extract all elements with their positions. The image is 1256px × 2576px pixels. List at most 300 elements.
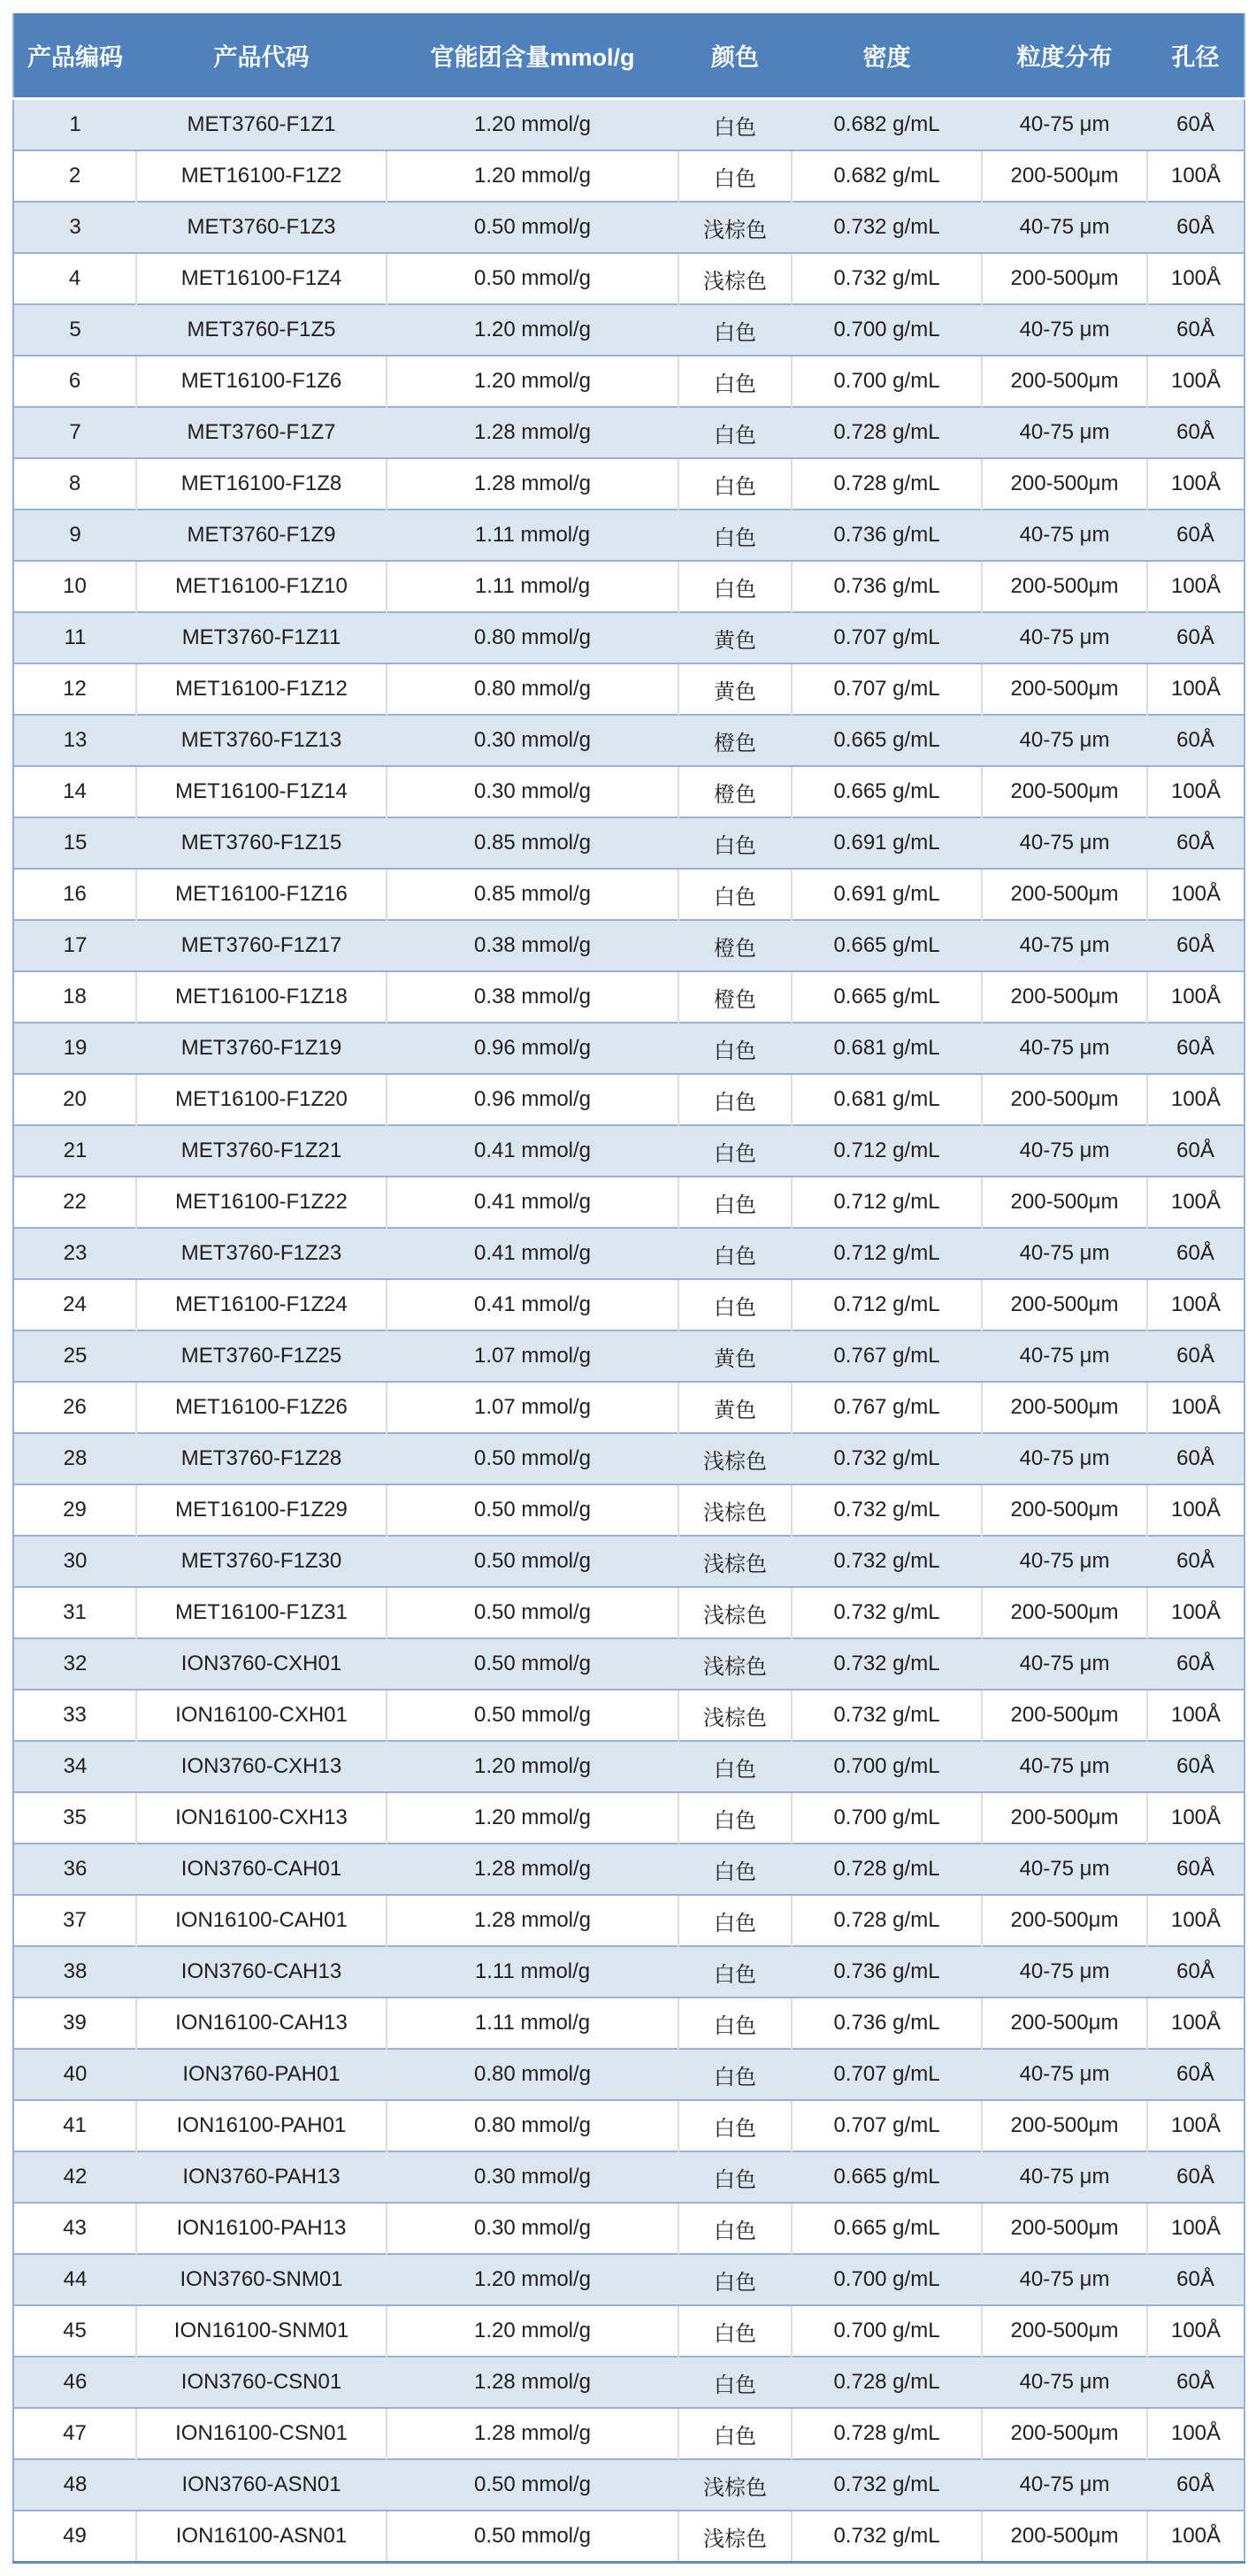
cell-fg-content: 0.50 mmol/g [387,1638,678,1690]
cell-pore-size: 60Å [1147,1433,1245,1484]
table-row [13,561,1245,612]
header-row [13,13,1245,99]
col-header-particle-size: 粒度分布 [982,13,1147,99]
table-row [13,202,1245,253]
cell-product-code: MET16100-F1Z20 [136,1074,387,1125]
table-row [13,510,1245,561]
cell-product-code: MET3760-F1Z21 [136,1125,387,1177]
table-row [13,2100,1245,2151]
cell-density: 0.707 g/mL [792,2100,982,2151]
cell-fg-content: 1.28 mmol/g [387,2408,678,2459]
cell-product-code: ION3760-PAH13 [136,2151,387,2203]
cell-pore-size: 60Å [1147,920,1245,971]
col-header-pore-size: 孔径 [1147,13,1245,99]
cell-product-id: 7 [13,407,136,458]
cell-particle-size: 40-75 μm [982,2049,1147,2100]
cell-pore-size: 100Å [1147,766,1245,817]
cell-fg-content: 0.30 mmol/g [387,715,678,766]
cell-product-id: 12 [13,663,136,715]
cell-pore-size: 100Å [1147,458,1245,510]
cell-density: 0.700 g/mL [792,1792,982,1844]
cell-particle-size: 200-500μm [982,2203,1147,2254]
cell-pore-size: 60Å [1147,1536,1245,1587]
cell-product-id: 14 [13,766,136,817]
cell-product-id: 24 [13,1279,136,1330]
cell-particle-size: 40-75 μm [982,2151,1147,2203]
cell-fg-content: 0.85 mmol/g [387,817,678,869]
cell-color: 黄色 [678,663,792,715]
cell-fg-content: 1.11 mmol/g [387,510,678,561]
cell-density: 0.732 g/mL [792,1536,982,1587]
cell-product-id: 36 [13,1844,136,1895]
table-row [13,1279,1245,1330]
cell-particle-size: 200-500μm [982,150,1147,202]
table-row [13,1125,1245,1177]
table-row [13,1587,1245,1638]
cell-product-id: 42 [13,2151,136,2203]
cell-product-id: 31 [13,1587,136,1638]
cell-product-id: 17 [13,920,136,971]
cell-fg-content: 1.20 mmol/g [387,304,678,356]
cell-pore-size: 100Å [1147,1997,1245,2049]
cell-density: 0.707 g/mL [792,2049,982,2100]
cell-color: 白色 [678,1177,792,1228]
cell-product-code: MET3760-F1Z19 [136,1023,387,1074]
cell-color: 白色 [678,1279,792,1330]
cell-fg-content: 0.80 mmol/g [387,663,678,715]
cell-fg-content: 1.28 mmol/g [387,1844,678,1895]
cell-color: 橙色 [678,766,792,817]
cell-pore-size: 100Å [1147,663,1245,715]
cell-pore-size: 60Å [1147,2357,1245,2408]
cell-product-id: 19 [13,1023,136,1074]
cell-particle-size: 200-500μm [982,2305,1147,2357]
cell-product-id: 9 [13,510,136,561]
cell-particle-size: 200-500μm [982,869,1147,920]
cell-product-id: 32 [13,1638,136,1690]
cell-product-code: MET3760-F1Z7 [136,407,387,458]
cell-pore-size: 100Å [1147,1690,1245,1741]
cell-pore-size: 60Å [1147,407,1245,458]
cell-product-id: 40 [13,2049,136,2100]
cell-particle-size: 40-75 μm [982,817,1147,869]
cell-product-code: ION3760-CXH01 [136,1638,387,1690]
cell-product-code: MET3760-F1Z15 [136,817,387,869]
cell-product-id: 18 [13,971,136,1023]
cell-density: 0.665 g/mL [792,766,982,817]
cell-product-code: MET16100-F1Z12 [136,663,387,715]
cell-fg-content: 0.50 mmol/g [387,2459,678,2511]
cell-color: 白色 [678,2254,792,2305]
cell-color: 白色 [678,1844,792,1895]
cell-particle-size: 200-500μm [982,1690,1147,1741]
cell-product-code: MET3760-F1Z23 [136,1228,387,1279]
cell-pore-size: 100Å [1147,1279,1245,1330]
cell-density: 0.728 g/mL [792,407,982,458]
cell-fg-content: 1.11 mmol/g [387,1946,678,1997]
col-header-color: 颜色 [678,13,792,99]
table-row [13,407,1245,458]
cell-product-code: MET3760-F1Z9 [136,510,387,561]
cell-color: 浅棕色 [678,2459,792,2511]
cell-fg-content: 0.38 mmol/g [387,971,678,1023]
cell-pore-size: 100Å [1147,561,1245,612]
cell-particle-size: 40-75 μm [982,2254,1147,2305]
cell-density: 0.665 g/mL [792,715,982,766]
cell-particle-size: 200-500μm [982,1895,1147,1946]
cell-density: 0.707 g/mL [792,663,982,715]
cell-density: 0.732 g/mL [792,2459,982,2511]
cell-pore-size: 60Å [1147,2459,1245,2511]
cell-pore-size: 100Å [1147,2511,1245,2563]
cell-product-code: ION16100-CXH13 [136,1792,387,1844]
cell-density: 0.682 g/mL [792,150,982,202]
cell-density: 0.728 g/mL [792,1844,982,1895]
cell-color: 白色 [678,817,792,869]
cell-density: 0.732 g/mL [792,253,982,304]
table-row [13,1690,1245,1741]
cell-density: 0.700 g/mL [792,356,982,407]
cell-product-code: MET16100-F1Z31 [136,1587,387,1638]
cell-color: 白色 [678,1741,792,1792]
cell-product-code: ION3760-CXH13 [136,1741,387,1792]
cell-pore-size: 100Å [1147,1792,1245,1844]
cell-pore-size: 60Å [1147,1946,1245,1997]
cell-fg-content: 1.28 mmol/g [387,2357,678,2408]
cell-color: 白色 [678,561,792,612]
cell-density: 0.665 g/mL [792,920,982,971]
cell-pore-size: 100Å [1147,356,1245,407]
cell-product-code: MET16100-F1Z22 [136,1177,387,1228]
cell-density: 0.681 g/mL [792,1074,982,1125]
cell-density: 0.732 g/mL [792,1690,982,1741]
cell-fg-content: 0.96 mmol/g [387,1074,678,1125]
cell-product-code: ION16100-PAH13 [136,2203,387,2254]
cell-pore-size: 100Å [1147,2100,1245,2151]
cell-particle-size: 40-75 μm [982,407,1147,458]
cell-product-code: MET16100-F1Z8 [136,458,387,510]
cell-product-code: MET3760-F1Z28 [136,1433,387,1484]
cell-color: 白色 [678,407,792,458]
cell-density: 0.712 g/mL [792,1177,982,1228]
table-row [13,2511,1245,2563]
cell-fg-content: 0.80 mmol/g [387,2049,678,2100]
cell-color: 黄色 [678,612,792,663]
cell-fg-content: 0.80 mmol/g [387,612,678,663]
cell-particle-size: 200-500μm [982,1792,1147,1844]
cell-color: 黄色 [678,1330,792,1382]
cell-product-code: MET3760-F1Z30 [136,1536,387,1587]
cell-product-code: ION3760-CSN01 [136,2357,387,2408]
cell-density: 0.728 g/mL [792,458,982,510]
cell-product-id: 2 [13,150,136,202]
cell-product-id: 13 [13,715,136,766]
cell-fg-content: 1.20 mmol/g [387,356,678,407]
cell-pore-size: 100Å [1147,1382,1245,1433]
cell-particle-size: 200-500μm [982,253,1147,304]
cell-particle-size: 40-75 μm [982,2357,1147,2408]
table-row [13,356,1245,407]
cell-particle-size: 40-75 μm [982,1536,1147,1587]
cell-particle-size: 40-75 μm [982,1228,1147,1279]
table-row [13,1792,1245,1844]
cell-fg-content: 0.50 mmol/g [387,2511,678,2563]
cell-product-id: 5 [13,304,136,356]
cell-density: 0.682 g/mL [792,99,982,151]
cell-pore-size: 100Å [1147,1895,1245,1946]
cell-pore-size: 60Å [1147,1330,1245,1382]
cell-particle-size: 200-500μm [982,1587,1147,1638]
cell-color: 白色 [678,1023,792,1074]
table-row [13,1433,1245,1484]
cell-fg-content: 0.30 mmol/g [387,2203,678,2254]
cell-product-id: 29 [13,1484,136,1536]
cell-particle-size: 200-500μm [982,2511,1147,2563]
table-row [13,2357,1245,2408]
cell-fg-content: 1.11 mmol/g [387,1997,678,2049]
cell-pore-size: 60Å [1147,817,1245,869]
cell-particle-size: 200-500μm [982,766,1147,817]
table-row [13,1074,1245,1125]
table-row [13,715,1245,766]
cell-density: 0.767 g/mL [792,1382,982,1433]
cell-color: 浅棕色 [678,202,792,253]
cell-particle-size: 40-75 μm [982,1433,1147,1484]
cell-color: 白色 [678,1792,792,1844]
cell-color: 浅棕色 [678,1536,792,1587]
cell-particle-size: 200-500μm [982,1484,1147,1536]
cell-particle-size: 200-500μm [982,1279,1147,1330]
cell-product-code: MET16100-F1Z4 [136,253,387,304]
cell-color: 白色 [678,2151,792,2203]
cell-product-id: 38 [13,1946,136,1997]
cell-fg-content: 0.41 mmol/g [387,1177,678,1228]
cell-density: 0.732 g/mL [792,202,982,253]
cell-product-id: 22 [13,1177,136,1228]
cell-particle-size: 200-500μm [982,1177,1147,1228]
cell-density: 0.712 g/mL [792,1125,982,1177]
cell-particle-size: 40-75 μm [982,304,1147,356]
cell-particle-size: 200-500μm [982,971,1147,1023]
cell-color: 浅棕色 [678,1433,792,1484]
table-row [13,817,1245,869]
table-row [13,1177,1245,1228]
table-row [13,1946,1245,1997]
cell-density: 0.728 g/mL [792,2357,982,2408]
cell-product-id: 11 [13,612,136,663]
cell-product-id: 45 [13,2305,136,2357]
cell-density: 0.712 g/mL [792,1228,982,1279]
cell-color: 白色 [678,99,792,151]
cell-density: 0.700 g/mL [792,2254,982,2305]
cell-product-id: 3 [13,202,136,253]
cell-fg-content: 0.30 mmol/g [387,2151,678,2203]
cell-fg-content: 0.80 mmol/g [387,2100,678,2151]
table-row [13,1844,1245,1895]
cell-color: 白色 [678,1228,792,1279]
cell-color: 白色 [678,2049,792,2100]
product-spec-table [12,13,1245,2564]
cell-color: 白色 [678,458,792,510]
cell-particle-size: 40-75 μm [982,1023,1147,1074]
cell-color: 白色 [678,510,792,561]
cell-fg-content: 0.50 mmol/g [387,1433,678,1484]
cell-pore-size: 60Å [1147,612,1245,663]
cell-pore-size: 100Å [1147,2408,1245,2459]
cell-density: 0.712 g/mL [792,1279,982,1330]
cell-pore-size: 60Å [1147,1741,1245,1792]
col-header-product-code: 产品代码 [136,13,387,99]
cell-fg-content: 1.07 mmol/g [387,1382,678,1433]
cell-color: 浅棕色 [678,2511,792,2563]
cell-product-code: ION16100-PAH01 [136,2100,387,2151]
cell-color: 白色 [678,869,792,920]
table-row [13,150,1245,202]
cell-pore-size: 60Å [1147,1125,1245,1177]
cell-product-id: 33 [13,1690,136,1741]
cell-density: 0.736 g/mL [792,561,982,612]
cell-color: 浅棕色 [678,1484,792,1536]
cell-product-code: ION3760-PAH01 [136,2049,387,2100]
table-row [13,304,1245,356]
cell-color: 黄色 [678,1382,792,1433]
cell-pore-size: 60Å [1147,1228,1245,1279]
cell-color: 白色 [678,356,792,407]
cell-pore-size: 60Å [1147,2151,1245,2203]
cell-product-code: MET3760-F1Z25 [136,1330,387,1382]
cell-pore-size: 60Å [1147,715,1245,766]
cell-product-id: 44 [13,2254,136,2305]
cell-color: 白色 [678,1997,792,2049]
cell-particle-size: 200-500μm [982,561,1147,612]
cell-density: 0.681 g/mL [792,1023,982,1074]
cell-color: 白色 [678,304,792,356]
cell-particle-size: 40-75 μm [982,1330,1147,1382]
cell-product-id: 25 [13,1330,136,1382]
cell-product-id: 30 [13,1536,136,1587]
cell-product-code: ION16100-ASN01 [136,2511,387,2563]
cell-color: 白色 [678,1895,792,1946]
cell-pore-size: 100Å [1147,1484,1245,1536]
cell-density: 0.728 g/mL [792,1895,982,1946]
cell-color: 白色 [678,2408,792,2459]
cell-product-code: MET16100-F1Z14 [136,766,387,817]
cell-product-code: MET3760-F1Z5 [136,304,387,356]
cell-product-code: MET3760-F1Z17 [136,920,387,971]
cell-pore-size: 100Å [1147,2203,1245,2254]
cell-pore-size: 60Å [1147,304,1245,356]
table-row [13,1382,1245,1433]
table-row [13,99,1245,151]
cell-color: 浅棕色 [678,1690,792,1741]
cell-product-id: 47 [13,2408,136,2459]
cell-fg-content: 1.20 mmol/g [387,2254,678,2305]
cell-product-code: MET16100-F1Z2 [136,150,387,202]
cell-product-id: 15 [13,817,136,869]
cell-product-id: 26 [13,1382,136,1433]
cell-product-id: 46 [13,2357,136,2408]
table-row [13,869,1245,920]
cell-product-id: 1 [13,99,136,151]
cell-particle-size: 200-500μm [982,1997,1147,2049]
table-row [13,2305,1245,2357]
cell-pore-size: 100Å [1147,150,1245,202]
cell-pore-size: 60Å [1147,510,1245,561]
cell-particle-size: 40-75 μm [982,1946,1147,1997]
cell-density: 0.700 g/mL [792,1741,982,1792]
table-row [13,2203,1245,2254]
cell-color: 白色 [678,1074,792,1125]
cell-pore-size: 60Å [1147,2254,1245,2305]
table-row [13,920,1245,971]
cell-fg-content: 0.50 mmol/g [387,202,678,253]
cell-product-id: 8 [13,458,136,510]
cell-density: 0.732 g/mL [792,1638,982,1690]
cell-particle-size: 40-75 μm [982,920,1147,971]
cell-fg-content: 0.30 mmol/g [387,766,678,817]
cell-particle-size: 40-75 μm [982,202,1147,253]
cell-fg-content: 1.20 mmol/g [387,2305,678,2357]
cell-product-id: 35 [13,1792,136,1844]
cell-fg-content: 1.20 mmol/g [387,99,678,151]
cell-product-code: MET16100-F1Z29 [136,1484,387,1536]
table-row [13,1023,1245,1074]
cell-product-code: MET16100-F1Z16 [136,869,387,920]
cell-density: 0.732 g/mL [792,1484,982,1536]
table-row [13,2459,1245,2511]
cell-pore-size: 100Å [1147,971,1245,1023]
cell-product-id: 16 [13,869,136,920]
cell-particle-size: 40-75 μm [982,1638,1147,1690]
cell-fg-content: 0.50 mmol/g [387,1587,678,1638]
cell-density: 0.691 g/mL [792,869,982,920]
table-row [13,2151,1245,2203]
cell-fg-content: 0.41 mmol/g [387,1279,678,1330]
cell-fg-content: 0.41 mmol/g [387,1228,678,1279]
cell-product-id: 43 [13,2203,136,2254]
cell-fg-content: 0.85 mmol/g [387,869,678,920]
cell-particle-size: 40-75 μm [982,1125,1147,1177]
table-body [13,99,1245,2563]
table-row [13,1330,1245,1382]
cell-product-code: ION3760-CAH01 [136,1844,387,1895]
cell-color: 白色 [678,1125,792,1177]
cell-fg-content: 1.20 mmol/g [387,1741,678,1792]
table-row [13,1741,1245,1792]
cell-color: 橙色 [678,920,792,971]
cell-particle-size: 200-500μm [982,356,1147,407]
cell-pore-size: 100Å [1147,1587,1245,1638]
cell-fg-content: 1.20 mmol/g [387,1792,678,1844]
cell-color: 浅棕色 [678,253,792,304]
cell-fg-content: 1.20 mmol/g [387,150,678,202]
table-row [13,766,1245,817]
cell-color: 白色 [678,2203,792,2254]
col-header-product-id: 产品编码 [13,13,136,99]
cell-density: 0.700 g/mL [792,2305,982,2357]
table-row [13,2049,1245,2100]
cell-density: 0.732 g/mL [792,1587,982,1638]
table-row [13,458,1245,510]
cell-product-code: ION3760-ASN01 [136,2459,387,2511]
cell-density: 0.736 g/mL [792,1946,982,1997]
cell-density: 0.665 g/mL [792,971,982,1023]
cell-color: 橙色 [678,971,792,1023]
cell-density: 0.707 g/mL [792,612,982,663]
cell-pore-size: 60Å [1147,1638,1245,1690]
cell-product-code: MET16100-F1Z24 [136,1279,387,1330]
cell-product-id: 37 [13,1895,136,1946]
